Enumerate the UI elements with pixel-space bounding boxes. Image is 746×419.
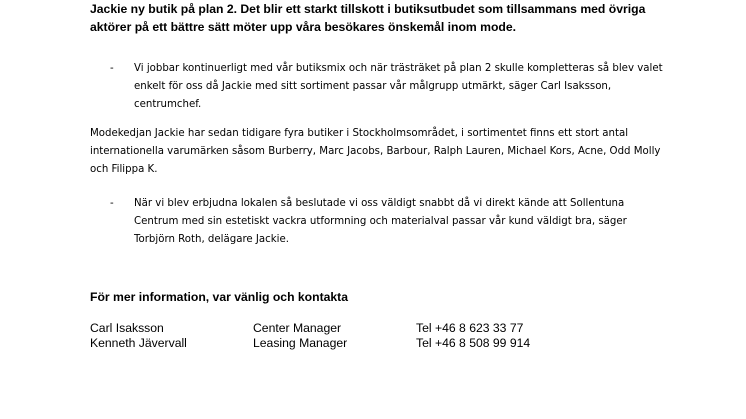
bullet-dash: - xyxy=(110,63,114,74)
quote-text: När vi blev erbjudna lokalen så beslutade vi oss väldigt snabbt då vi direkt kände att Sollentuna Centrum med sin estetiskt vackra utformning och materialval passar vår kund väldigt bra, säger Torbjörn Roth, delägare Jackie. xyxy=(134,198,627,245)
quote-text: Vi jobbar kontinuerligt med vår butiksmix och när trästräket på plan 2 skulle kompletteras så blev valet enkelt för oss då Jackie med sitt sortiment passar vår målgrupp utmärkt, säger Carl Isaksson, centrumchef. xyxy=(134,63,663,110)
quote-bullet-2 xyxy=(110,195,670,249)
contact-row xyxy=(90,336,690,351)
contact-name: Kenneth Jävervall xyxy=(90,336,187,350)
contact-role: Leasing Manager xyxy=(253,336,348,350)
quote-bullet-1 xyxy=(110,60,670,114)
bullet-dash: - xyxy=(110,198,114,209)
contact-row xyxy=(90,321,690,336)
lead-paragraph: Jackie ny butik på plan 2. Det blir ett starkt tillskott i butiksutbudet som tillsammans med övriga aktörer på ett bättre sätt möter upp våra besökares önskemål inom mode. xyxy=(90,2,646,34)
body-paragraph: Modekedjan Jackie har sedan tidigare fyra butiker i Stockholmsområdet, i sortimentet finns ett stort antal internationella varumärken såsom Burberry, Marc Jacobs, Barbour, Ralph Lauren, Michael Kors, Acne, Odd Molly och Filippa K. xyxy=(90,128,661,175)
contact-phone: Tel +46 8 508 99 914 xyxy=(416,336,531,350)
contact-heading: För mer information, var vänlig och kontakta xyxy=(90,290,349,304)
contact-role: Center Manager xyxy=(253,321,342,335)
contact-phone: Tel +46 8 623 33 77 xyxy=(416,321,524,335)
contact-name: Carl Isaksson xyxy=(90,321,164,335)
